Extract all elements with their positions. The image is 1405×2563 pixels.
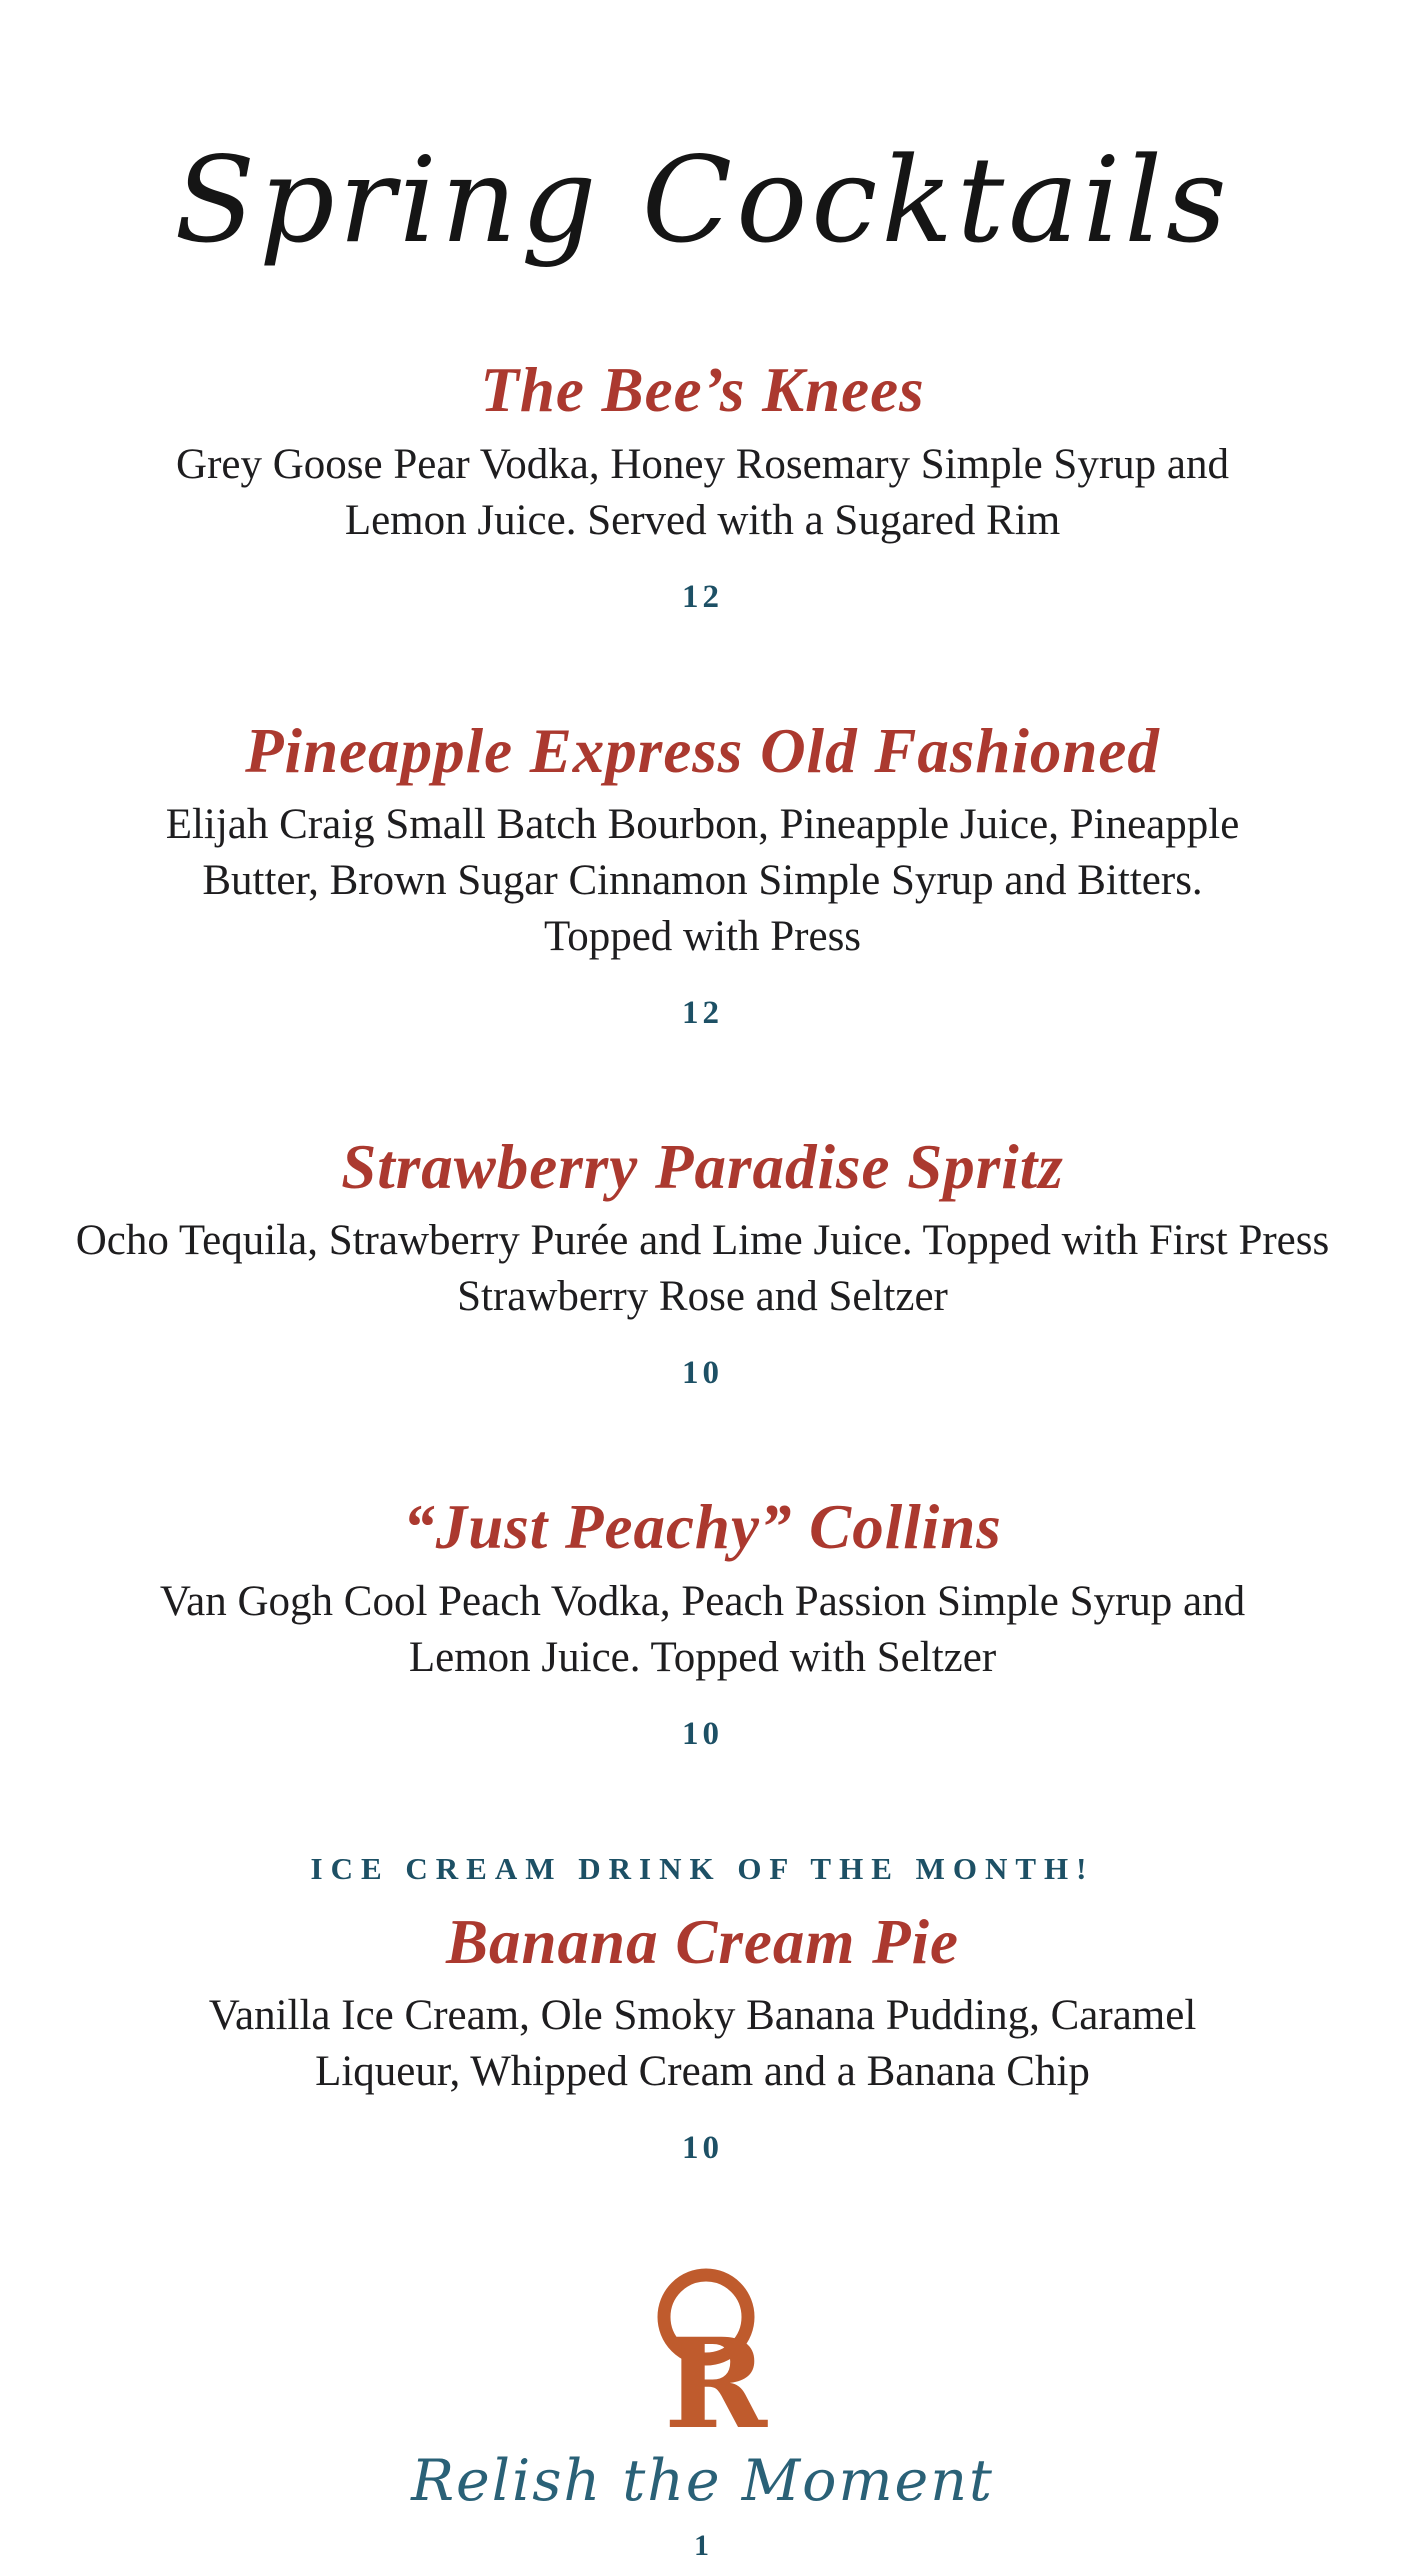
menu-item-just-peachy-collins	[0, 1490, 1405, 1752]
brand-footer	[0, 2265, 1405, 2563]
item-price: 12	[682, 578, 723, 615]
ice-cream-drink-of-the-month-badge: ICE CREAM DRINK OF THE MONTH!	[310, 1850, 1095, 1886]
menu-item-strawberry-paradise-spritz	[0, 1130, 1405, 1392]
item-name: Strawberry Paradise Spritz	[341, 1131, 1064, 1202]
item-description: Vanilla Ice Cream, Ole Smoky Banana Pudding, Caramel Liqueur, Whipped Cream and a Banana Chip	[208, 1992, 1197, 2096]
page-number: 1	[694, 2529, 711, 2563]
item-price: 10	[682, 2129, 723, 2166]
item-description: Ocho Tequila, Strawberry Purée and Lime Juice. Topped with First Press Strawberry Rose and Seltzer	[75, 1217, 1330, 1321]
brand-tagline: Relish the Moment	[411, 2447, 994, 2514]
page-title: Spring Cocktails	[174, 131, 1231, 269]
svg-text:R: R	[663, 2311, 767, 2441]
item-name: “Just Peachy” Collins	[403, 1492, 1002, 1563]
menu-item-pineapple-express-old-fashioned	[0, 714, 1405, 1032]
menu-item-bees-knees	[0, 353, 1405, 615]
item-price: 10	[682, 1715, 723, 1752]
item-name: The Bee’s Knees	[480, 355, 925, 426]
item-name: Banana Cream Pie	[445, 1906, 960, 1977]
item-name: Pineapple Express Old Fashioned	[245, 715, 1160, 786]
item-price: 10	[682, 1355, 723, 1392]
item-description: Van Gogh Cool Peach Vodka, Peach Passion Simple Syrup and Lemon Juice. Topped with Seltzer	[159, 1577, 1246, 1681]
item-description: Grey Goose Pear Vodka, Honey Rosemary Simple Syrup and Lemon Juice. Served with a Sugared Rim	[176, 440, 1229, 544]
item-price: 12	[682, 994, 723, 1031]
menu-item-banana-cream-pie	[0, 1851, 1405, 2167]
r-monogram-logo-icon	[628, 2265, 778, 2441]
item-description: Elijah Craig Small Batch Bourbon, Pineapple Juice, Pineapple Butter, Brown Sugar Cinnamon Simple Syrup and Bitters. Topped with Press	[165, 801, 1240, 960]
